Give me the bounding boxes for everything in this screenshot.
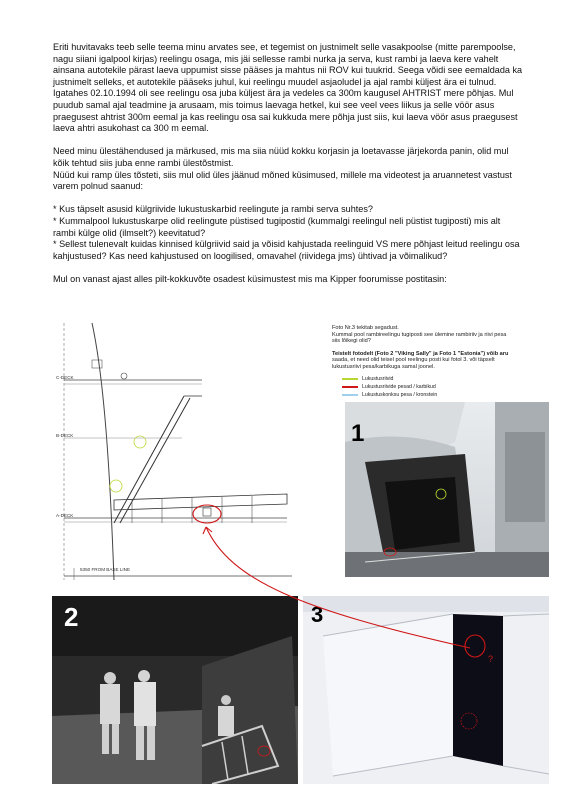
baseline-note: 5350 FROM BASE LINE [80, 567, 131, 572]
deck-label-c: C-DECK [56, 375, 74, 380]
caption-line-6: saada, et need olid teisel pool reelingu posti kui fotol 3. või täpselt [332, 357, 495, 364]
photo-3-number: 3 [311, 602, 324, 627]
paragraph-2: Need minu ülestähendused ja märkused, mis ma siia nüüd kokku korjasin ja loetavasse järjekorda panin, olid mul kõik tehtud siis juba enne rambi ülestõstmist. [53, 146, 509, 168]
legend-swatch-blue [342, 394, 358, 396]
photo-2-viking-sally [52, 596, 298, 784]
photo-3-ramp-interior [303, 596, 549, 784]
ramp-drawing-svg [52, 318, 312, 588]
caption-line-1: Foto Nr.3 tekitab segadust. [332, 325, 399, 331]
deck-label-a: A-DECK [56, 513, 74, 518]
photo-1-number: 1 [351, 420, 365, 447]
photo-1-estonia-ramp [345, 402, 549, 577]
photo-2-svg [52, 596, 298, 784]
article-text [53, 42, 523, 285]
deck-label-b: B-DECK [56, 433, 74, 438]
ramp-technical-drawing [52, 318, 312, 588]
caption-line-7: lukustusriivi pesa/karbikuga samal joonel. [332, 363, 435, 370]
legend-item-latches: Lukustusriivid [342, 376, 393, 382]
question-2: * Kummalpool lukustuskarpe olid reelingute püstised tugipostid (kummalgi reelingul neli püstist tugiposti) mis alt rambi külge olid (ilmselt?) keevitatud? [53, 215, 501, 238]
legend-swatch-red [342, 386, 358, 388]
question-3: * Sellest tulenevalt kuidas kinnised külgriivid said ja võisid kahjustada reelinguid VS mere põhjast leitud reelingu osa kahjustused? Kas need kahjustused on loogilised, omavahel (riividega jms) ühtivad ja võimalikud? [53, 239, 520, 261]
legend-item-latch-sockets: Lukustusriivide pesad / karbikud [342, 384, 436, 390]
photo-3-svg [303, 596, 549, 784]
paragraph-3: Nüüd kui ramp üles tõsteti, siis mul olid üles jäänud mõned küsimused, millele ma videotest ja aruannetest vastust varem polnud saanud: [53, 169, 512, 192]
question-mark: ? [488, 654, 494, 664]
question-1: * Kus täpselt asusid külgriivide lukustuskarbid reelingute ja rambi serva suhtes? [53, 204, 373, 215]
caption-line-2: Kummal pool rambireelingu tugiposti see ülemine rambiriiv ja riivi pesa [332, 331, 507, 338]
photo-1-svg [345, 402, 549, 577]
caption-line-5: Teistelt fotodelt (Foto 2 "Viking Sally" ja Foto 1 "Estonia") võib aru [332, 350, 509, 357]
paragraph-1: Eriti huvitavaks teeb selle teema minu arvates see, et tegemist on justnimelt selle vasakpoolse (mitte parempoolse, nagu siiani igalpool kirjas) reelingu osaga, mis jäi sellesse rambi nurka ja serva, kust rambi ja laeva kere vahelt ainsana autotekile pärast laeva uppumist sisse pääses ja mahtus nii ROV kui tuukrid. Seega võidi see eemaldada ka justnimelt selleks, et autotekile pääseks juhul, kui reelingu muudel asjaoludel ja ajal rambi küljest ära ei tulnud. Igatahes 02.10.1994 oli see reelingu osa juba küljest ära ja vedeles ca 300m kaugusel AHTRIST mere põhjas. Mul puudub samal ajal teadmine ja arusaam, mis toimus laevaga hetkel, kui see veel vees liikus ja selle vöör asus praegusest ahtrist 300m eemal ja kas reelingu osa sai kukkuda mere põhja just siis, kui laeva vöör asus praegusest laeva ahtri asukohast ca 300 m eemal. [53, 42, 523, 134]
figure-caption [332, 325, 547, 371]
legend-item-hook-socket: Lukustuskonksu pesa / kronstein [342, 392, 437, 398]
caption-line-3: siis lõikegi olid? [332, 338, 371, 345]
legend-swatch-green [342, 378, 358, 380]
paragraph-last: Mul on vanast ajast alles pilt-kokkuvõte osadest küsimustest mis ma Kipper foorumisse postitasin: [53, 273, 447, 284]
photo-2-number: 2 [64, 602, 79, 632]
